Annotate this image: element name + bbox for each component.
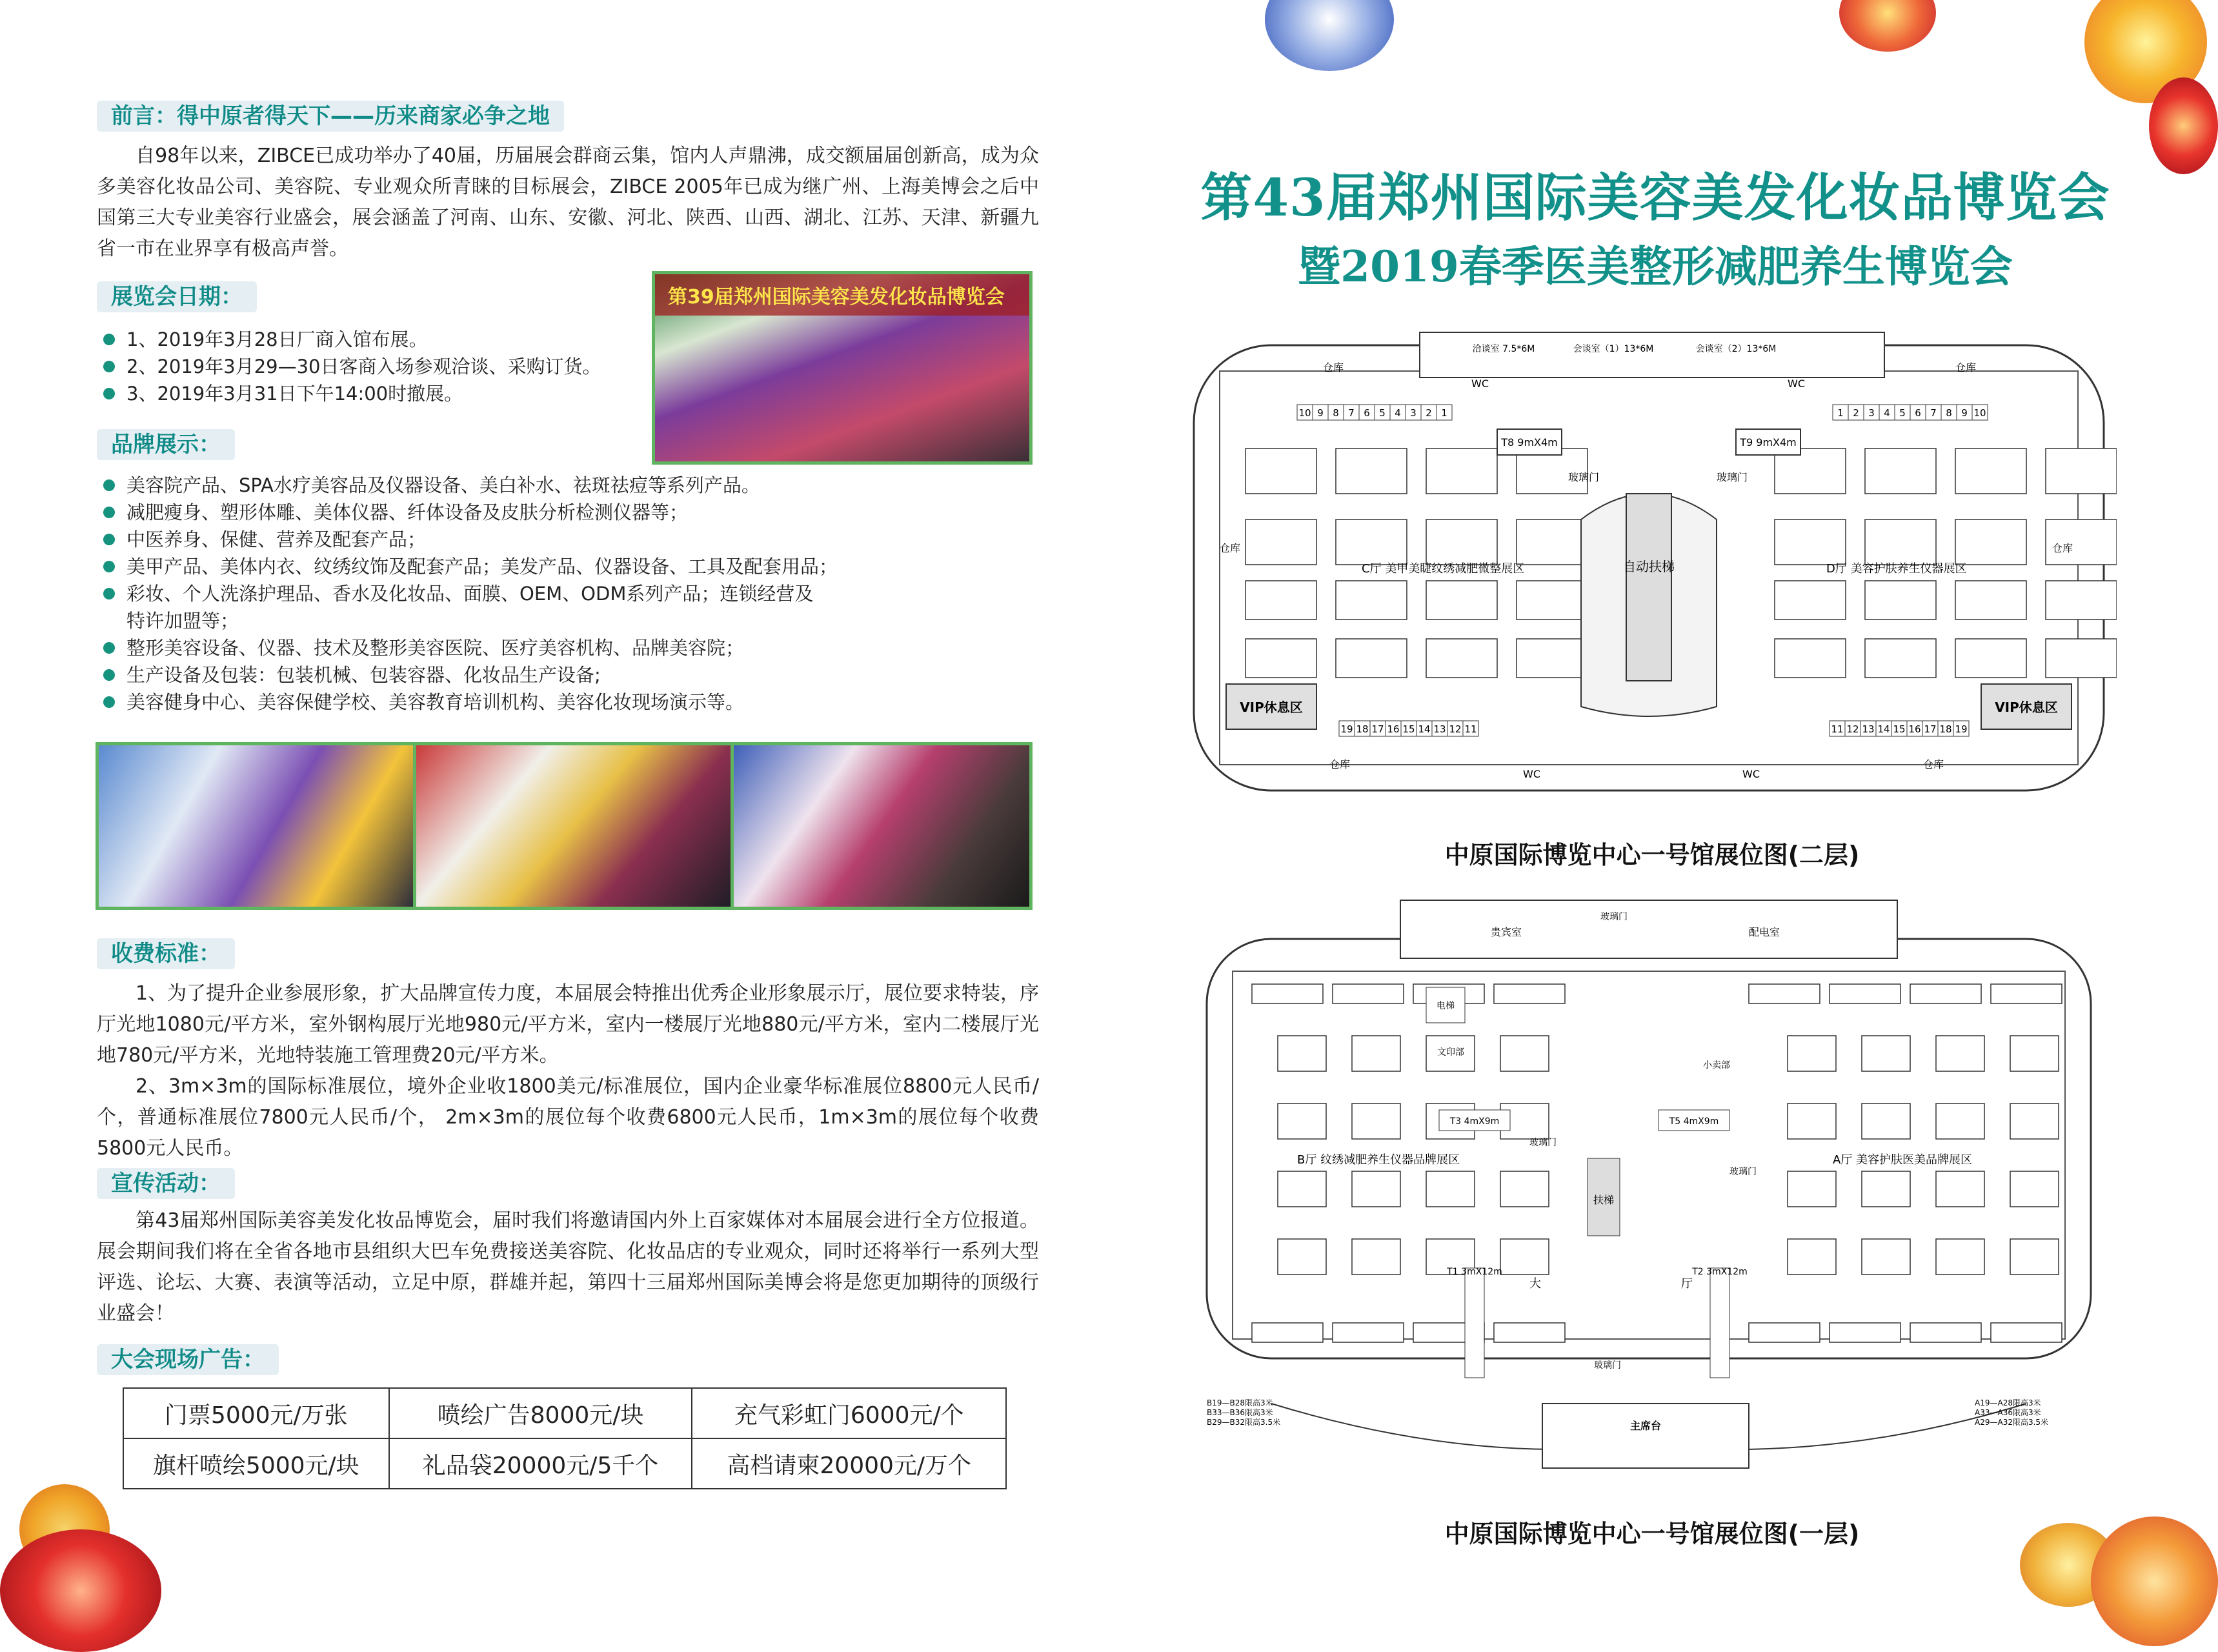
expo-main-title: 第43届郑州国际美容美发化妆品博览会 <box>1200 167 2110 228</box>
booth-block <box>1336 448 1407 494</box>
date-item: 2、2019年3月29—30日客商入场参观洽谈、采购订货。 <box>103 353 671 380</box>
height-note: B33—B36限高3米 <box>1207 1408 1273 1417</box>
booth-block <box>1955 448 2026 494</box>
booth-row-top-right <box>1833 405 1988 420</box>
booth-block <box>1278 1103 1326 1139</box>
table-cell: 旗杆喷绘5000元/块 <box>123 1438 389 1489</box>
booth-block <box>1865 519 1936 565</box>
booth-number: 3 <box>1410 407 1416 419</box>
booth-number: 3 <box>1868 407 1875 419</box>
booth-number: 8 <box>1333 407 1339 419</box>
height-note: A33—A36限高3米 <box>1975 1408 2041 1417</box>
expo-photo-booth-1 <box>96 742 417 910</box>
booth-block <box>1865 581 1936 620</box>
booth-block <box>1955 519 2026 565</box>
booth-number: 1 <box>1837 407 1844 419</box>
storage-label: 仓库 <box>1323 361 1344 374</box>
dates-list <box>103 326 671 407</box>
booth-block <box>2010 1103 2059 1139</box>
photo-banner: 第39届郑州国际美容美发化妆品博览会 <box>655 274 1029 316</box>
hall-d-label: D厅 美容护肤养生仪器展区 <box>1826 562 1967 576</box>
storage-label: 仓库 <box>2052 542 2073 554</box>
booth-block <box>1426 581 1497 620</box>
glass-door-label: 玻璃门 <box>1529 1138 1557 1148</box>
glass-door-label: 玻璃门 <box>1717 471 1748 483</box>
booth-number: 14 <box>1418 723 1431 735</box>
table-cell: 充气彩虹门6000元/个 <box>692 1388 1006 1438</box>
height-note: B29—B32限高3.5米 <box>1207 1418 1281 1427</box>
booth-block <box>1336 581 1407 620</box>
booth-block <box>1426 1171 1475 1207</box>
peony-orange-decoration <box>2091 1516 2218 1646</box>
table-cell: 门票5000元/万张 <box>123 1388 389 1438</box>
hall-b-label: B厅 纹绣减肥养生仪器品牌展区 <box>1297 1153 1460 1167</box>
wc-label: WC <box>1523 768 1540 780</box>
booth-number: 17 <box>1371 723 1384 735</box>
wc-label: WC <box>1788 378 1805 390</box>
booth-number: 18 <box>1356 723 1369 735</box>
promo-body: 第43届郑州国际美容美发化妆品博览会，届时我们将邀请国内外上百家媒体对本届展会进行全方位报道。展会期间我们将在全省各地市县组织大巴车免费接送美容院、化妆品店的专业观众，同时还将举行一系列大型评选、论坛、大赛、表演等活动，立足中原，群雄并起，第四十三届郑州国际美博会将是您更加期待的顶级行业盛会！ <box>97 1209 1039 1325</box>
vip-lounge-label: VIP休息区 <box>1240 700 1303 715</box>
booth-block <box>1955 639 2026 678</box>
booth-number: 4 <box>1395 407 1401 419</box>
table-cell: 礼品袋20000元/5千个 <box>389 1438 692 1489</box>
meeting-room-label: 会谈室（1）13*6M <box>1573 344 1654 354</box>
ads-title: 大会现场广告： <box>97 1344 279 1375</box>
table-row <box>123 1438 1006 1489</box>
brand-item: 生产设备及包装：包装机械、包装容器、化妆品生产设备; <box>103 661 1007 689</box>
booth-number: 5 <box>1379 407 1386 419</box>
booth-t3-label: T3 4mX9m <box>1449 1116 1500 1127</box>
glass-door-label: 玻璃门 <box>1594 1360 1621 1371</box>
booth-block <box>1352 1171 1400 1207</box>
booth-block <box>1830 1323 1900 1342</box>
floor-plan-second-floor <box>1181 326 2117 807</box>
booth-number: 6 <box>1364 407 1370 419</box>
booth-block <box>1245 639 1316 678</box>
booth-block <box>2046 581 2117 620</box>
stage-label: 主席台 <box>1629 1420 1662 1432</box>
booth-block <box>1245 448 1316 494</box>
booth-block <box>1517 519 1588 565</box>
brands-list <box>103 472 1007 716</box>
expo-photo-booth-2 <box>413 742 734 910</box>
booth-number: 2 <box>1426 407 1432 419</box>
booth-number: 7 <box>1930 407 1937 419</box>
promo-title: 宣传活动： <box>97 1168 235 1199</box>
booth-block <box>1426 448 1497 494</box>
brand-item: 美甲产品、美体内衣、纹绣纹饰及配套产品；美发产品、仪器设备、工具及配套用品； <box>103 553 1007 580</box>
booth-block <box>1336 639 1407 678</box>
booth-block <box>1426 519 1497 565</box>
booth-block <box>2046 448 2117 494</box>
booth-block <box>1426 639 1497 678</box>
date-item: 3、2019年3月31日下午14:00时撤展。 <box>103 380 671 407</box>
floor-plan-first-floor <box>1181 887 2117 1481</box>
power-room-label: 配电室 <box>1749 926 1780 938</box>
booth-block <box>1278 1239 1326 1274</box>
booth-block <box>1278 1036 1326 1071</box>
booth-block <box>1910 1323 1981 1342</box>
booth-row-top-left <box>1297 405 1452 420</box>
booth-number: 12 <box>1449 723 1462 735</box>
booth-number: 14 <box>1877 723 1890 735</box>
booth-block <box>2010 1239 2059 1274</box>
booth-number: 8 <box>1946 407 1952 419</box>
booth-block <box>1500 1239 1549 1274</box>
shop-label: 小卖部 <box>1703 1060 1730 1071</box>
booth-block <box>1500 1036 1549 1071</box>
booth-number: 13 <box>1862 723 1875 735</box>
fees-paragraph-2: 2、3m×3m的国际标准展位，境外企业收1800美元/标准展位，国内企业豪华标准展位8800元人民币/个，普通标准展位7800元人民币/个， 2m×3m的展位每个收费6800元人民币，1m×3m的展位每个收费5800元人民币。 <box>97 1075 1039 1160</box>
floor-plan-2-caption: 中原国际博览中心一号馆展位图(二层) <box>1444 841 1860 869</box>
booth-number: 1 <box>1441 407 1447 419</box>
booth-block <box>1955 581 2026 620</box>
print-shop-label: 文印部 <box>1437 1047 1464 1058</box>
elevator-label: 电梯 <box>1437 1001 1455 1011</box>
table-cell: 喷绘广告8000元/块 <box>389 1388 692 1438</box>
table-row <box>123 1388 1006 1438</box>
booth-block <box>1749 984 1820 1003</box>
booth-block <box>1252 1323 1323 1342</box>
booth-block <box>1517 581 1588 620</box>
booth-block <box>1494 1323 1565 1342</box>
booth-number: 15 <box>1402 723 1415 735</box>
booth-t5-label: T5 4mX9m <box>1669 1116 1719 1127</box>
hall-c-label: C厅 美甲美睫纹绣减肥微整展区 <box>1362 562 1525 576</box>
booth-number: 15 <box>1893 723 1906 735</box>
booth-block <box>1910 984 1981 1003</box>
booth-block <box>1936 1239 1984 1274</box>
booth-block <box>1333 1323 1404 1342</box>
storage-label: 仓库 <box>1955 361 1977 374</box>
booth-block <box>2046 639 2117 678</box>
booth-block <box>1252 984 1323 1003</box>
booth-block <box>1865 448 1936 494</box>
booth-block <box>1517 639 1588 678</box>
booth-number: 19 <box>1955 723 1968 735</box>
ads-price-table <box>123 1387 1007 1489</box>
preface-body: 自98年以来，ZIBCE已成功举办了40届，历届展会群商云集，馆内人声鼎沸，成交额届届创新高，成为众多美容化妆品公司、美容院、专业观众所青睐的目标展会，ZIBCE 2005年已成为继广州、上海美博会之后中国第三大专业美容行业盛会，展会涵盖了河南、山东、安徽、河北、陕西、山西、湖北、江苏、天津、新疆九省一市在业界享有极高声誉。 <box>97 145 1039 260</box>
booth-block <box>1245 581 1316 620</box>
booth-block <box>1865 639 1936 678</box>
booth-block <box>1775 519 1846 565</box>
glass-door-label: 玻璃门 <box>1600 912 1628 922</box>
booth-block <box>1991 984 2062 1003</box>
booth-block <box>1991 1323 2062 1342</box>
expo-photo-crowd <box>731 742 1033 910</box>
brands-title: 品牌展示： <box>97 429 235 460</box>
booth-row-bottom-left <box>1339 721 1478 736</box>
booth-block <box>1862 1036 1910 1071</box>
booth-number: 4 <box>1884 407 1890 419</box>
booth-number: 11 <box>1831 723 1844 735</box>
meeting-room-label: 洽谈室 7.5*6M <box>1472 344 1535 354</box>
booth-number: 2 <box>1853 407 1859 419</box>
great-hall-label: 大 <box>1529 1277 1541 1291</box>
booth-block <box>1862 1239 1910 1274</box>
booth-row-bottom-right <box>1830 721 1969 736</box>
hall-a-label: A厅 美容护肤医美品牌展区 <box>1833 1153 1973 1167</box>
booth-block <box>1352 1239 1400 1274</box>
booth-block <box>1775 639 1846 678</box>
booth-number: 11 <box>1464 723 1477 735</box>
storage-label: 仓库 <box>1329 758 1351 771</box>
booth-block <box>1788 1171 1836 1207</box>
booth-number: 12 <box>1846 723 1859 735</box>
booth-number: 16 <box>1387 723 1400 735</box>
storage-label: 仓库 <box>1220 542 1241 554</box>
booth-number: 10 <box>1298 407 1311 419</box>
preface-title: 前言：得中原者得天下——历来商家必争之地 <box>97 101 564 132</box>
booth-block <box>1352 1103 1400 1139</box>
brand-item: 美容院产品、SPA水疗美容品及仪器设备、美白补水、祛斑祛痘等系列产品。 <box>103 472 1007 499</box>
booth-block <box>1278 1171 1326 1207</box>
booth-block <box>1936 1036 1984 1071</box>
booth-block <box>1500 1171 1549 1207</box>
booth-block <box>1830 984 1900 1003</box>
brand-item: 美容健身中心、美容保健学校、美容教育培训机构、美容化妆现场演示等。 <box>103 689 1007 716</box>
booth-number: 19 <box>1340 723 1353 735</box>
brand-item: 中医养身、保健、营养及配套产品； <box>103 526 1007 553</box>
expo-subtitle: 暨2019春季医美整形减肥养生博览会 <box>1298 241 2013 292</box>
booth-number: 6 <box>1915 407 1921 419</box>
booth-block <box>1494 984 1565 1003</box>
booth-t9-label: T9 9mX4m <box>1740 436 1797 448</box>
booth-number: 9 <box>1961 407 1968 419</box>
peony-blue-decoration <box>1265 0 1394 71</box>
booth-block <box>1788 1036 1836 1071</box>
booth-t2-label: T2 3mX12m <box>1692 1267 1748 1277</box>
height-note: B19—B28限高3米 <box>1207 1398 1273 1407</box>
booth-number: 9 <box>1317 407 1324 419</box>
fees-paragraph-1: 1、为了提升企业参展形象，扩大品牌宣传力度，本届展会特推出优秀企业形象展示厅，展位要求特装，序厅光地1080元/平方米，室外钢构展厅光地980元/平方米，室内一楼展厅光地880元/平方米，室内二楼展厅光地780元/平方米，光地特装施工管理费20元/平方米。 <box>97 982 1039 1067</box>
booth-block <box>1788 1239 1836 1274</box>
booth-number: 17 <box>1924 723 1937 735</box>
wc-label: WC <box>1471 378 1489 390</box>
date-item: 1、2019年3月28日厂商入馆布展。 <box>103 326 671 353</box>
brand-item: 整形美容设备、仪器、技术及整形美容医院、医疗美容机构、品牌美容院； <box>103 634 1007 661</box>
booth-number: 10 <box>1973 407 1986 419</box>
booth-block <box>1749 1323 1820 1342</box>
booth-block <box>2010 1036 2059 1071</box>
booth-block <box>1788 1103 1836 1139</box>
booth-number: 13 <box>1433 723 1446 735</box>
booth-number: 16 <box>1908 723 1921 735</box>
booth-number: 7 <box>1348 407 1355 419</box>
height-note: A29—A32限高3.5米 <box>1975 1418 2049 1427</box>
booth-block <box>1775 581 1846 620</box>
great-hall-label: 厅 <box>1681 1277 1693 1291</box>
booth-block <box>1336 519 1407 565</box>
booth-number: 5 <box>1899 407 1906 419</box>
booth-block <box>1862 1103 1910 1139</box>
peony-red-decoration <box>0 1529 161 1652</box>
vip-room-label: 贵宾室 <box>1491 926 1522 938</box>
booth-block <box>1333 984 1404 1003</box>
dates-title: 展览会日期： <box>97 281 257 312</box>
booth-block <box>1936 1103 1984 1139</box>
height-note: A19—A28限高3米 <box>1975 1398 2041 1407</box>
booth-block <box>1862 1171 1910 1207</box>
fees-title: 收费标准： <box>97 938 235 969</box>
vip-lounge-label: VIP休息区 <box>1995 700 2058 715</box>
glass-door-label: 玻璃门 <box>1729 1167 1757 1177</box>
escalator-label: 扶梯 <box>1593 1194 1615 1206</box>
booth-block <box>1936 1171 1984 1207</box>
booth-number: 18 <box>1939 723 1952 735</box>
floor-plan-1-caption: 中原国际博览中心一号馆展位图(一层) <box>1444 1520 1860 1548</box>
peony-red-decoration <box>1839 0 1936 52</box>
booth-t1-label: T1 3mX12m <box>1447 1267 1502 1277</box>
brand-item: 减肥瘦身、塑形体雕、美体仪器、纤体设备及皮肤分析检测仪器等； <box>103 499 1007 526</box>
expo-photo-entrance <box>652 271 1033 465</box>
meeting-room-label: 会谈室（2）13*6M <box>1695 344 1777 354</box>
booth-block <box>1245 519 1316 565</box>
wc-label: WC <box>1742 768 1760 780</box>
glass-door-label: 玻璃门 <box>1568 471 1600 483</box>
booth-t8-label: T8 9mX4m <box>1501 436 1558 448</box>
brand-item: 彩妆、个人洗涤护理品、香水及化妆品、面膜、OEM、ODM系列产品；连锁经营及特许加盟等； <box>103 580 823 634</box>
peony-red-decoration <box>2149 77 2218 174</box>
booth-block <box>1352 1036 1400 1071</box>
table-cell: 高档请柬20000元/万个 <box>692 1438 1006 1489</box>
escalator-label: 自动扶梯 <box>1623 559 1675 574</box>
storage-label: 仓库 <box>1923 758 1944 771</box>
booth-block <box>2010 1171 2059 1207</box>
